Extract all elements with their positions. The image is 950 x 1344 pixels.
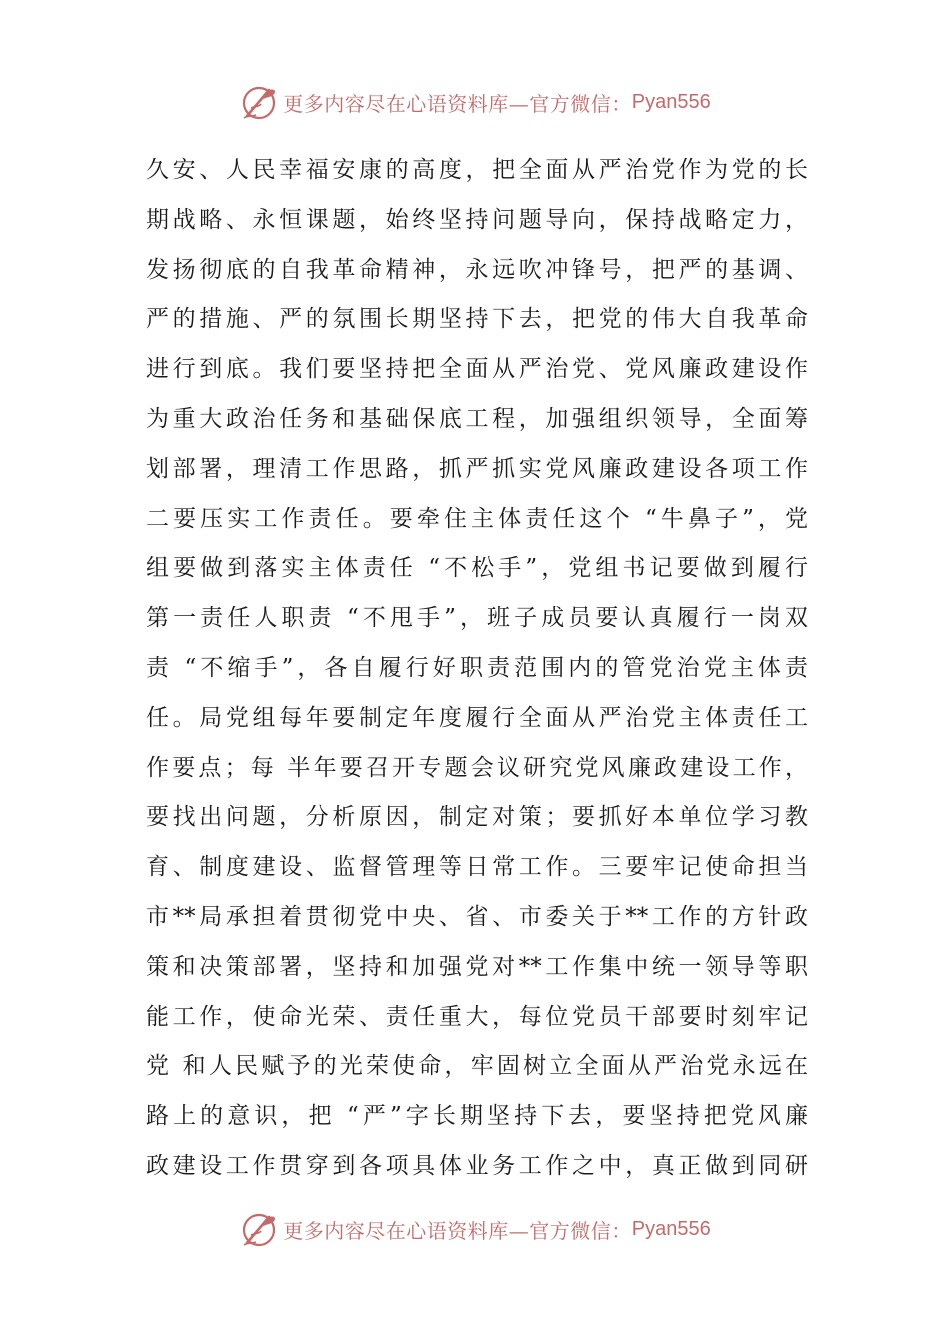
body-line: 策和决策部署，坚持和加强党对**工作集中统一领导等职 [146, 953, 808, 980]
body-line: 为重大政治任务和基础保底工程，加强组织领导，全面筹 [146, 405, 808, 432]
body-line: 二要压实工作责任。要牵住主体责任这个 “牛鼻子”，党 [146, 505, 808, 532]
body-line: 任。局党组每年要制定年度履行全面从严治党主体责任工 [146, 704, 808, 731]
body-line: 要找出问题，分析原因，制定对策；要抓好本单位学习教 [146, 804, 808, 831]
document-body [146, 146, 808, 1192]
header-slogan: 更多内容尽在心语资料库—官方微信： [283, 91, 632, 116]
body-line: 作要点；每 半年要召开专题会议研究党风廉政建设工作， [146, 754, 808, 781]
body-line: 路上的意识，把 “严”字长期坚持下去，要坚持把党风廉 [146, 1103, 808, 1130]
body-line: 期战略、永恒课题，始终坚持问题导向，保持战略定力， [146, 206, 808, 233]
body-line: 市**局承担着贯彻党中央、省、市委关于**工作的方针政 [146, 903, 808, 930]
body-line: 进行到底。我们要坚持把全面从严治党、党风廉政建设作 [146, 356, 808, 383]
body-line: 划部署，理清工作思路，抓严抓实党风廉政建设各项工作 [146, 455, 808, 482]
header-wechat-account: Pyan556 [631, 90, 711, 113]
body-line: 育、制度建设、监督管理等日常工作。三要牢记使命担当 [146, 854, 808, 881]
body-line: 发扬彻底的自我革命精神，永远吹冲锋号，把严的基调、 [146, 256, 808, 283]
quill-logo-icon [239, 1209, 279, 1249]
body-line: 严的措施、严的氛围长期坚持下去，把党的伟大自我革命 [146, 306, 808, 333]
body-line: 组要做到落实主体责任 “不松手”，党组书记要做到履行 [146, 555, 808, 582]
footer-slogan: 更多内容尽在心语资料库—官方微信： [283, 1218, 632, 1243]
body-line: 第一责任人职责 “不甩手”，班子成员要认真履行一岗双 [146, 605, 808, 632]
body-line: 政建设工作贯穿到各项具体业务工作之中，真正做到同研 [146, 1152, 808, 1179]
footer-watermark [0, 1205, 950, 1253]
body-line: 久安、人民幸福安康的高度，把全面从严治党作为党的长 [146, 157, 808, 183]
body-line: 能工作，使命光荣、责任重大，每位党员干部要时刻牢记 [146, 1003, 808, 1030]
footer-wechat-account: Pyan556 [631, 1217, 711, 1240]
body-line: 责 “不缩手”，各自履行好职责范围内的管党治党主体责 [146, 654, 808, 681]
quill-logo-icon [239, 82, 279, 122]
body-line: 党 和人民赋予的光荣使命，牢固树立全面从严治党永远在 [146, 1053, 808, 1080]
header-watermark [0, 78, 950, 126]
